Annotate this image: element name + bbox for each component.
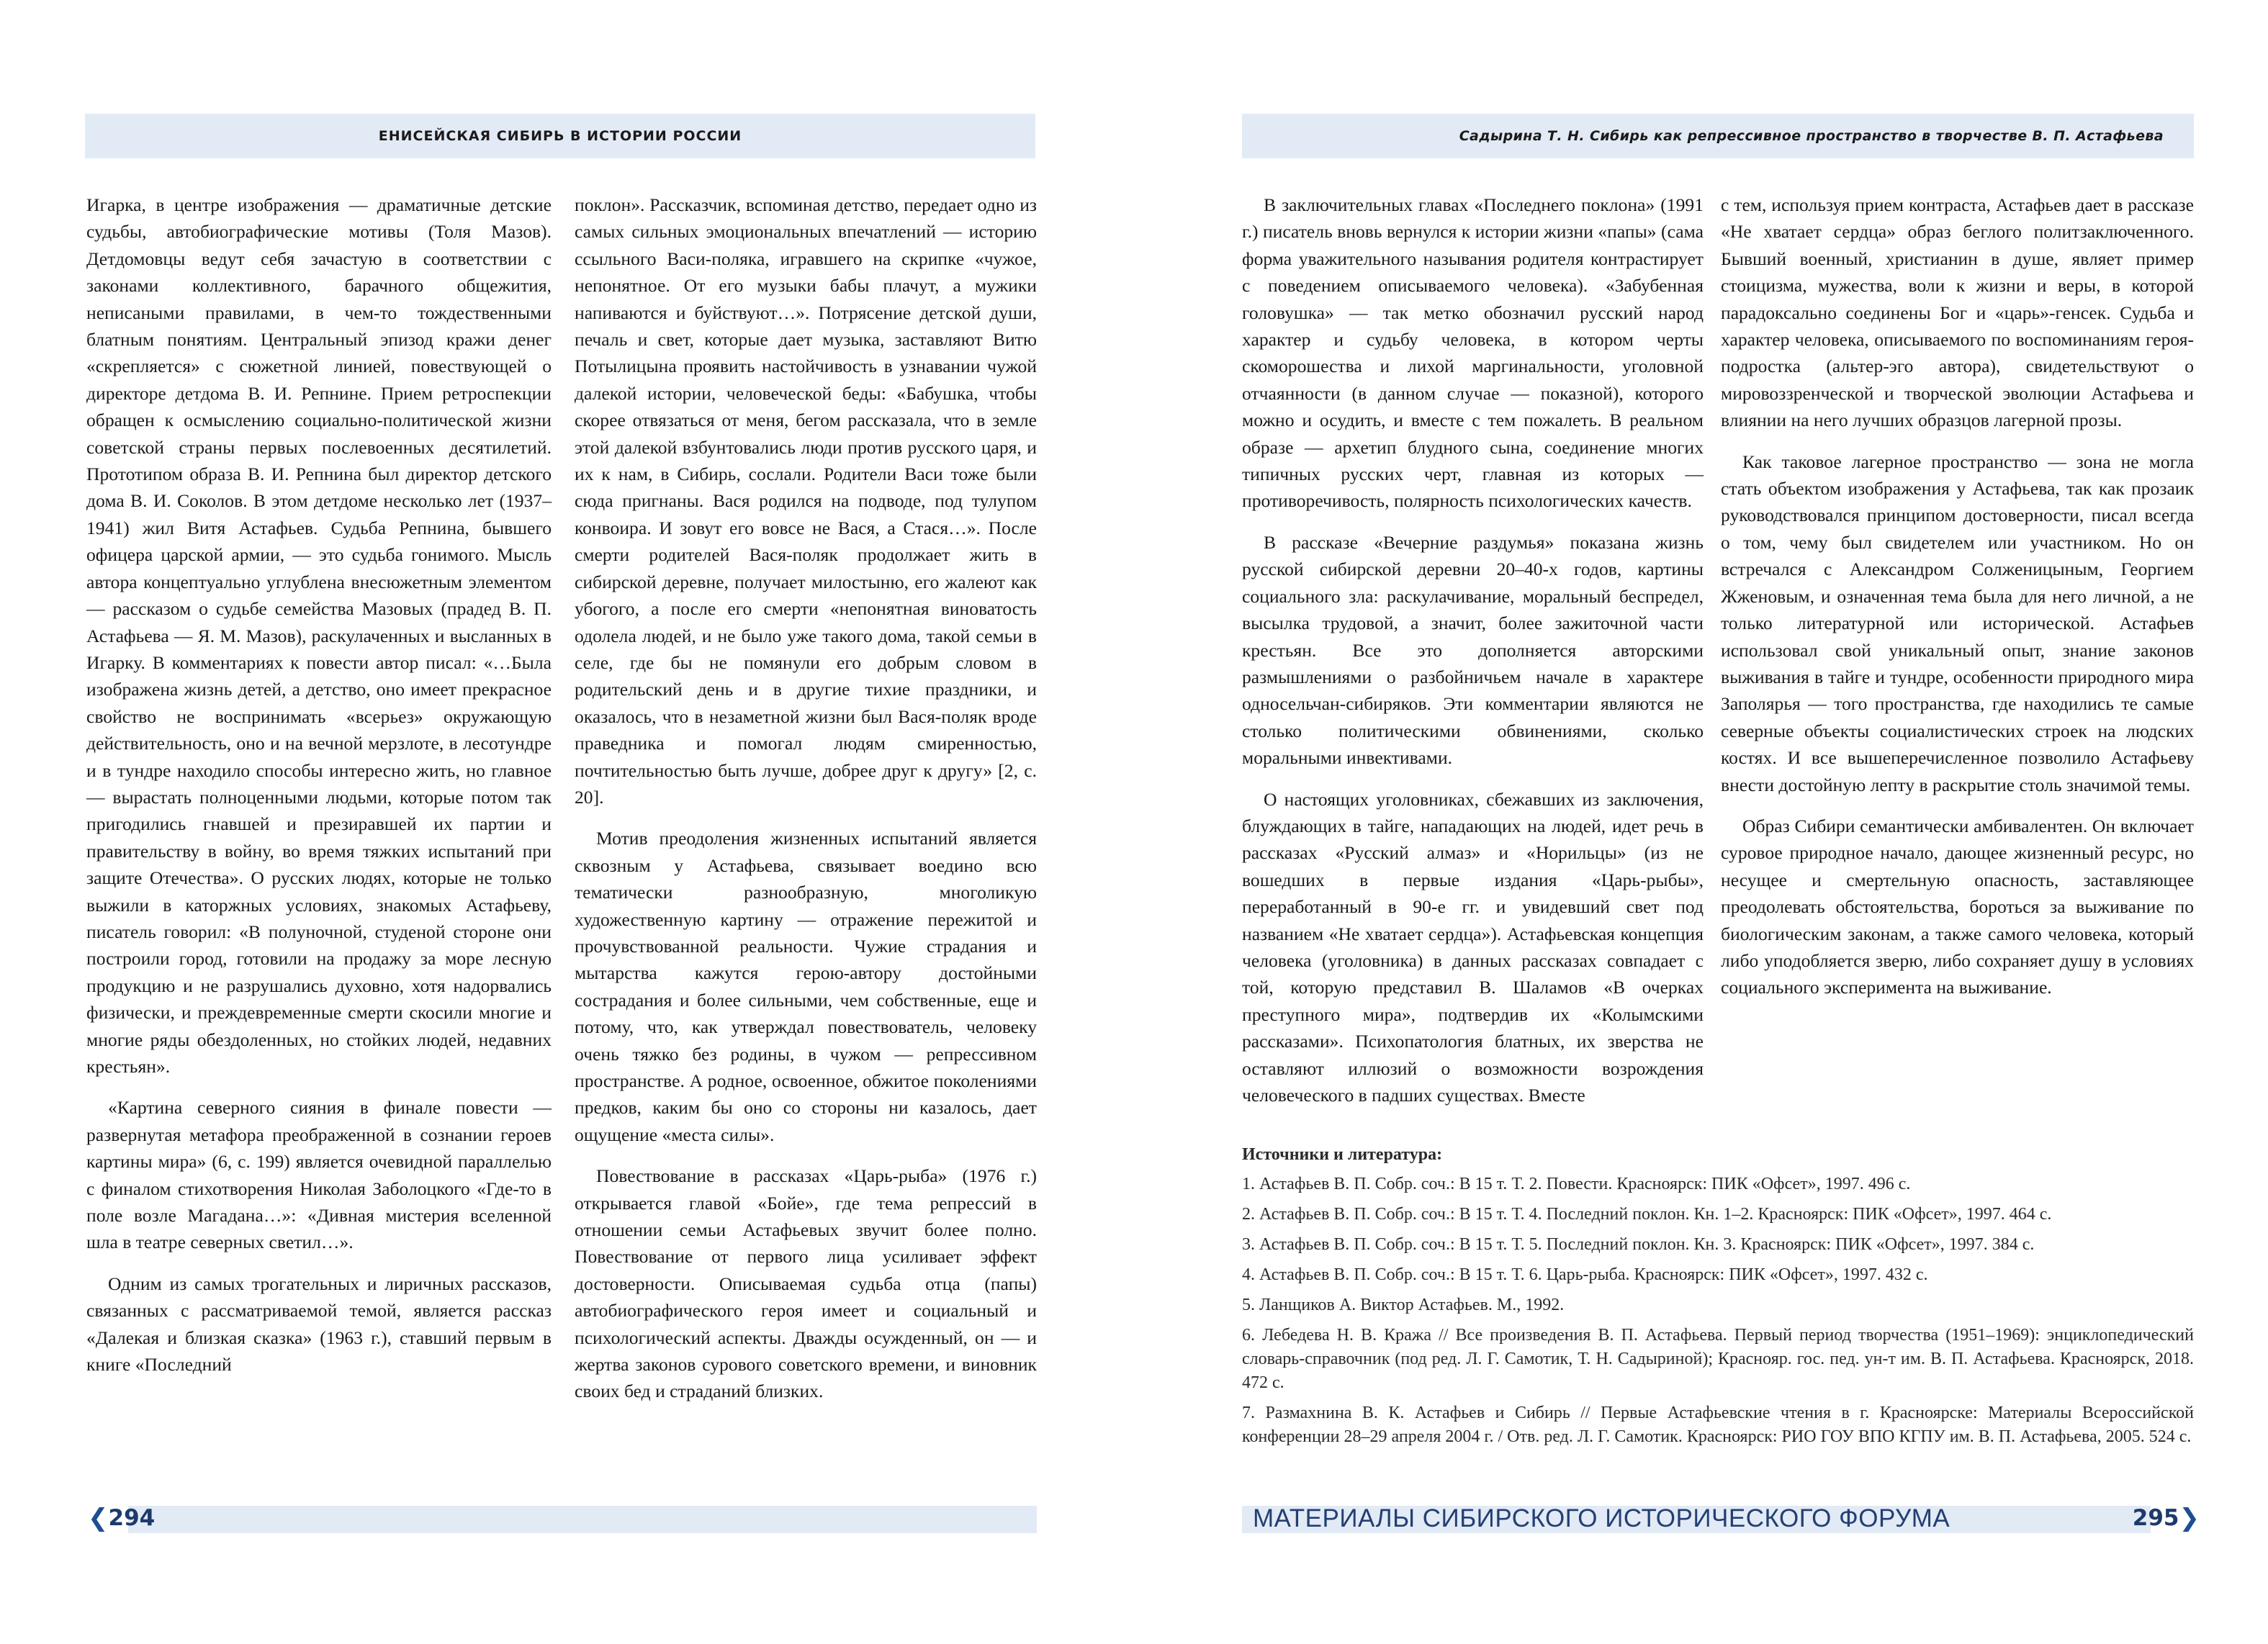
paragraph: с тем, используя прием контраста, Астафьев дает в рассказе «Не хватает сердца» образ беглого политзаключенного. Бывший военный, христианин в душе, являет пример стоицизма, мужества, воли к жизни и веры, в которой парадоксально соединены Бог и «царь»-генсек. Судьба и характер человека, описываемого по воспоминаниям героя-подростка (альтер-эго автора), свидетельствуют о мировоззренческой и творческой эволюции Астафьева и влиянии на него лучших образцов лагерной прозы. [1721,194,2194,431]
right-column-1 [1242,191,1704,1127]
paragraph: Как таковое лагерное пространство — зона не могла стать объектом изображения у Астафьева, так как прозаик руководствовался принципом достоверности, писал всегда о том, чему был свидетелем или участником. Но он встречался с Александром Солженицыным, Георгием Жженовым, и означенная тема была для него личной, а не только литературной или исторической. Астафьев использовал свой уникальный опыт, знание законов выживания в тайге и тундре, особенности природного мира Заполярья — того пространства, где находились те самые северные объекты социалистических строек на людских костях. И все вышеперечисленное позволило Астафьеву внести достойную лепту в раскрытие столь значимой темы. [1721,451,2194,795]
paragraph: поклон». Рассказчик, вспоминая детство, передает одно из самых сильных эмоциональных впечатлений — историю ссыльного Васи-поляка, игравшего на скрипке «чужое, непонятное. От его музыки бабы плачут, а мужики напиваются и буйствуют…». Потрясение детской души, печаль и свет, которые дает музыка, заставляют Витю Потылицына проявить настойчивость в узнавании чужой далекой истории, человеческой беды: «Бабушка, чтобы скорее отвязаться от меня, бегом рассказала, что в земле этой далекой взбунтовались люди против русского царя, и их к нам, в Сибирь, сослали. Родители Васи тоже были сюда пригнаны. Вася родился на подводе, под тулупом конвоира. И зовут его вовсе не Вася, а Стася…». После смерти родителей Вася-поляк продолжает жить в сибирской деревне, получает милостыню, его жалеют как убогого, а после его смерти «непонятная виноватость одолела людей, и не было уже такого дома, такой семьи в селе, где бы не помянули его добрым словом в родительский день и в другие тихие праздники, и оказалось, что в незаметной жизни был Вася-поляк вроде праведника и помогал людям смиренностью, почтительностью быть лучше, добрее друг к другу» [2, с. 20]. [575,194,1037,808]
reference-item: 2. Астафьев В. П. Собр. соч.: В 15 т. Т. 4. Последний поклон. Кн. 1–2. Красноярск: ПИК «Офсет», 1997. 464 с. [1242,1205,2052,1224]
references-section [1242,1143,2194,1455]
page-number-right-text: 295 [2132,1505,2179,1531]
page-number-right [2133,1500,2200,1536]
page-number-left [88,1500,155,1536]
right-page [1134,0,2268,1644]
paragraph: Образ Сибири семантически амбивалентен. Он включает суровое природное начало, дающее жизненный ресурс, но несущее и смертельную опасность, заставляющее преодолевать обстоятельства, бороться за выживание по биологическим законам, а также самого человека, который либо уподобляется зверю, либо сохраняет душу в условиях социального эксперимента на выживание. [1721,815,2194,998]
paragraph: Игарка, в центре изображения — драматичные детские судьбы, автобиографические мотивы (Толя Мазов). Детдомовцы ведут себя зачастую в соответствии с законами коллективного, барачного общежития, неписаными правилами, в чем-то тождественными блатным понятиям. Центральный эпизод кражи денег «скрепляется» с сюжетной линией, повествующей о директоре детдома В. И. Репнине. Прием ретроспекции обращен к осмыслению социально-политической жизни советской страны первых послевоенных десятилетий. Прототипом образа В. И. Репнина был директор детского дома В. И. Соколов. В этом детдоме несколько лет (1937–1941) жил Витя Астафьев. Судьба Репнина, бывшего офицера царской армии, — это судьба гонимого. Мысль автора концептуально углублена внесюжетным элементом — рассказом о судьбе семейства Мазовых (прадед В. П. Астафьева — Я. М. Мазов), раскулаченных и высланных в Игарку. В комментариях к повести автор писал: «…Была изображена жизнь детей, а детство, оно имеет прекрасное свойство не воспринимать «всерьез» окружающую действительность, оно и на вечной мерзлоте, в лесотундре и в тундре находило способы интересно жить, но главное — вырастать полноценными людьми, которые потом так пригодились гнавшей и презиравшей их партии и правительству в войну, во время тяжких испытаний при защите Отечества». О русских людях, которые не только выжили в каторжных условиях, знакомых Астафьеву, писатель говорил: «В полуночной, студеной стороне они построили город, готовили на продажу за море лесную продукцию и не разрушались духовно, хотя надорвались физически, и преждевременные смерти скосили многие и многие ряды обездоленных, но стойких людей, недавних крестьян». [86,194,552,1077]
paragraph: В заключительных главах «Последнего поклона» (1991 г.) писатель вновь вернулся к истории жизни «папы» (сама форма уважительного называния родителя контрастирует с поведением описываемого человека). «Забубенная головушка» — так метко обозначил русский народ характер и судьбу человека, в котором черты скоморошества и лихой маргинальности, уголовной отчаянности (в данном случае — показной), которого можно и осудить, и вместе с тем пожалеть. В реальном образе — архетип блудного сына, соединение многих типичных русских черт, главная из которых — противоречивость, полярность психологических качеств. [1242,194,1704,512]
reference-item: 3. Астафьев В. П. Собр. соч.: В 15 т. Т. 5. Последний поклон. Кн. 3. Красноярск: ПИК «Офсет», 1997. 384 с. [1242,1235,2035,1254]
references-title: Источники и литература: [1242,1145,1443,1164]
footer-bar-left [128,1506,1037,1533]
running-header-left [85,114,1035,158]
paragraph: В рассказе «Вечерние раздумья» показана жизнь русской сибирской деревни 20–40-х годов, картины социального зла: раскулачивание, моральный беспредел, высылка трудовой, а значит, более зажиточной части крестьян. Все это дополняется авторскими размышлениями о разбойничьем начале в характере односельчан-сибиряков. Эти комментарии являются не столько политическими обвинениями, сколько моральными инвективами. [1242,531,1704,769]
running-header-right-text: Садырина Т. Н. Сибирь как репрессивное пространство в творчестве В. П. Астафьева [1459,128,2164,144]
reference-item: 6. Лебедева Н. В. Кража // Все произведения В. П. Астафьева. Первый период творчества (1951–1969): энциклопедический словарь-справочник (под ред. Л. Г. Самотик, Т. Н. Садыриной); Краснояр. гос. пед. ун-т им. В. П. Астафьева. Красноярск, 2018. 472 с. [1242,1326,2194,1392]
left-column-2 [575,191,1037,1419]
paragraph: Повествование в рассказах «Царь-рыба» (1976 г.) открывается главой «Бойе», где тема репрессий в отношении семьи Астафьевых звучит более полно. Повествование от первого лица усиливает эффект достоверности. Описываемая судьба отца (папы) автобиографического героя имеет и социальный и психологический аспекты. Дважды осужденный, он — и жертва законов сурового советского времени, и виновник своих бед и страданий близких. [575,1165,1037,1402]
running-header-left-text: ЕНИСЕЙСКАЯ СИБИРЬ В ИСТОРИИ РОССИИ [378,128,742,144]
paragraph: «Картина северного сияния в финале повести — развернутая метафора преображенной в сознании героев картины мира» (6, с. 199) является очевидной параллелью с финалом стихотворения Николая Заболоцкого «Где-то в поле возле Магадана…»: «Дивная мистерия вселенной шла в театре северных светил…». [86,1097,552,1253]
reference-item: 7. Размахнина В. К. Астафьев и Сибирь // Первые Астафьевские чтения в г. Красноярске: Материалы Всероссийской конференции 28–29 апреля 2004 г. / Отв. ред. Л. Г. Самотик. Красноярск: РИО ГОУ ВПО КГПУ им. В. П. Астафьева, 2005. 524 с. [1242,1404,2194,1446]
reference-item: 1. Астафьев В. П. Собр. соч.: В 15 т. Т. 2. Повести. Красноярск: ПИК «Офсет», 1997. 496 с. [1242,1175,1911,1193]
running-header-right [1242,114,2194,158]
reference-item: 4. Астафьев В. П. Собр. соч.: В 15 т. Т. 6. Царь-рыба. Красноярск: ПИК «Офсет», 1997. 432 с. [1242,1265,1928,1284]
chevron-left-icon: ❮ [88,1504,109,1532]
paragraph: Одним из самых трогательных и лиричных рассказов, связанных с рассматриваемой темой, является рассказ «Далекая и близкая сказка» (1963 г.), ставший первым в книге «Последний [86,1273,552,1376]
right-column-2 [1721,191,2194,1016]
reference-item: 5. Ланщиков А. Виктор Астафьев. М., 1992. [1242,1296,1565,1314]
page-number-left-text: 294 [108,1505,156,1531]
paragraph: О настоящих уголовниках, сбежавших из заключения, блуждающих в тайге, нападающих на людей, идет речь в рассказах «Русский алмаз» и «Норильцы» (из не вошедших в первые издания «Царь-рыбы», переработанный в 90-е гг. и увидевший свет под названием «Не хватает сердца»). Астафьевская концепция человека (уголовника) в данных рассказах совпадает с той, которую представил В. Шаламов «В очерках преступного мира», подтвердив их «Колымскими рассказами». Психопатология блатных, их зверства не оставляют иллюзий о возможности возрождения человеческого в падших существах. Вместе [1242,788,1704,1106]
chevron-right-icon: ❯ [2179,1504,2200,1532]
journal-title: МАТЕРИАЛЫ СИБИРСКОГО ИСТОРИЧЕСКОГО ФОРУМА [1253,1504,1950,1532]
paragraph: Мотив преодоления жизненных испытаний является сквозным у Астафьева, связывает воедино всю тематически разнообразную, многоликую художественную картину — отражение пережитой и прочувствованной реальности. Чужие страдания и мытарства кажутся герою-автору достойными сострадания и более сильными, чем собственные, еще и потому, что, как утверждал повествователь, человеку очень тяжко без родины, в чужом — репрессивном пространстве. А родное, освоенное, обжитое поколениями предков, каким бы оно со стороны ни казалось, дает ощущение «места силы». [575,828,1037,1145]
left-column-1 [86,191,552,1392]
